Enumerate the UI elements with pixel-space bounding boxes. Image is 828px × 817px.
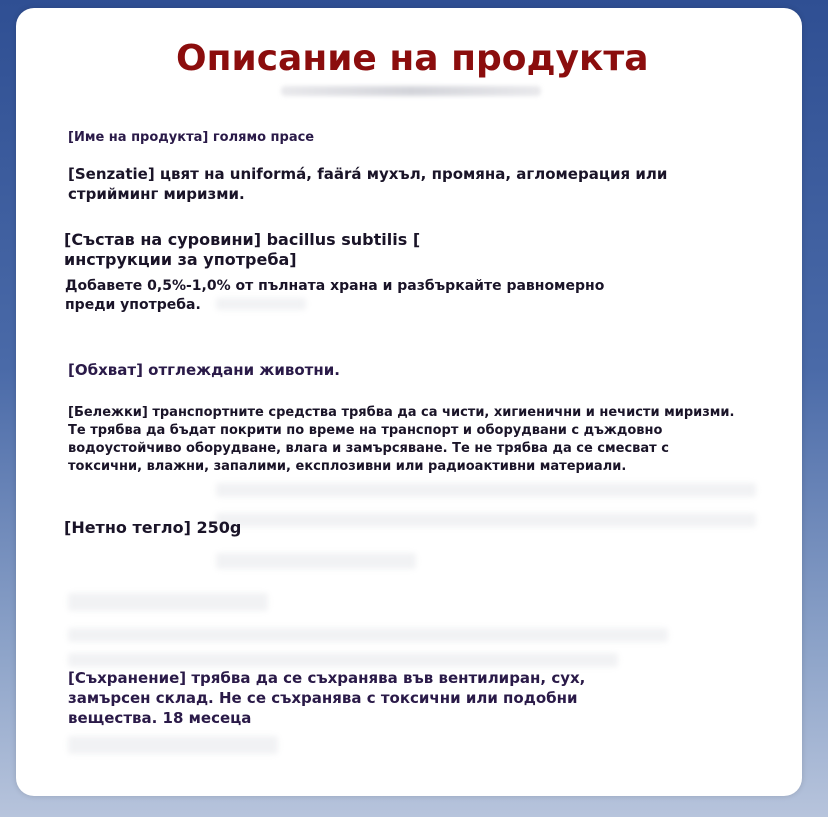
notes-line-4: токсични, влажни, запалими, експлозивни или радиоактивни материали. [68,459,627,474]
composition-line-1: [Състав на суровини] bacillus subtilis [ [64,230,421,249]
ghost-trace [216,483,756,497]
net-weight-line: [Нетно тегло] 250g [64,518,242,537]
storage-line-3: вещества. 18 месеца [68,709,252,727]
storage-line-1: [Съхранение] трябва да се съхранява във вентилиран, сух, [68,669,586,687]
scope-line: [Обхват] отглеждани животни. [68,361,340,379]
notes-line-1: [Бележки] транспортните средства трябва да са чисти, хигиенични и нечисти миризми. [68,405,735,420]
ghost-trace [216,298,306,310]
ghost-trace [68,653,618,667]
usage-line-1: Добавете 0,5%-1,0% от пълната храна и разбъркайте равномерно [65,278,605,294]
ghost-trace [216,553,416,569]
product-name-line: [Име на продукта] голямо прасе [68,130,315,145]
notes-line-2: Те трябва да бъдат покрити по време на транспорт и оборудвани с дъждовно [68,423,663,438]
sensation-line-1: [Senzatie] цвят на uniformá, faärá мухъл, промяна, агломерация или [68,165,668,183]
sensation-line-2: стрийминг миризми. [68,185,245,203]
composition-line-2: инструкции за употреба] [64,250,297,269]
ghost-trace [68,593,268,611]
ghost-trace [216,513,756,527]
product-description-card [16,8,802,796]
page-title: Описание на продукта [176,38,649,79]
notes-line-3: водоустойчиво оборудване, влага и замърсяване. Те не трябва да се смесват с [68,441,669,456]
ghost-trace [68,736,278,754]
usage-line-2: преди употреба. [65,297,201,313]
ghost-trace [68,628,668,642]
subtitle-blur [281,86,541,96]
storage-line-2: замърсен склад. Не се съхранява с токсични или подобни [68,689,578,707]
